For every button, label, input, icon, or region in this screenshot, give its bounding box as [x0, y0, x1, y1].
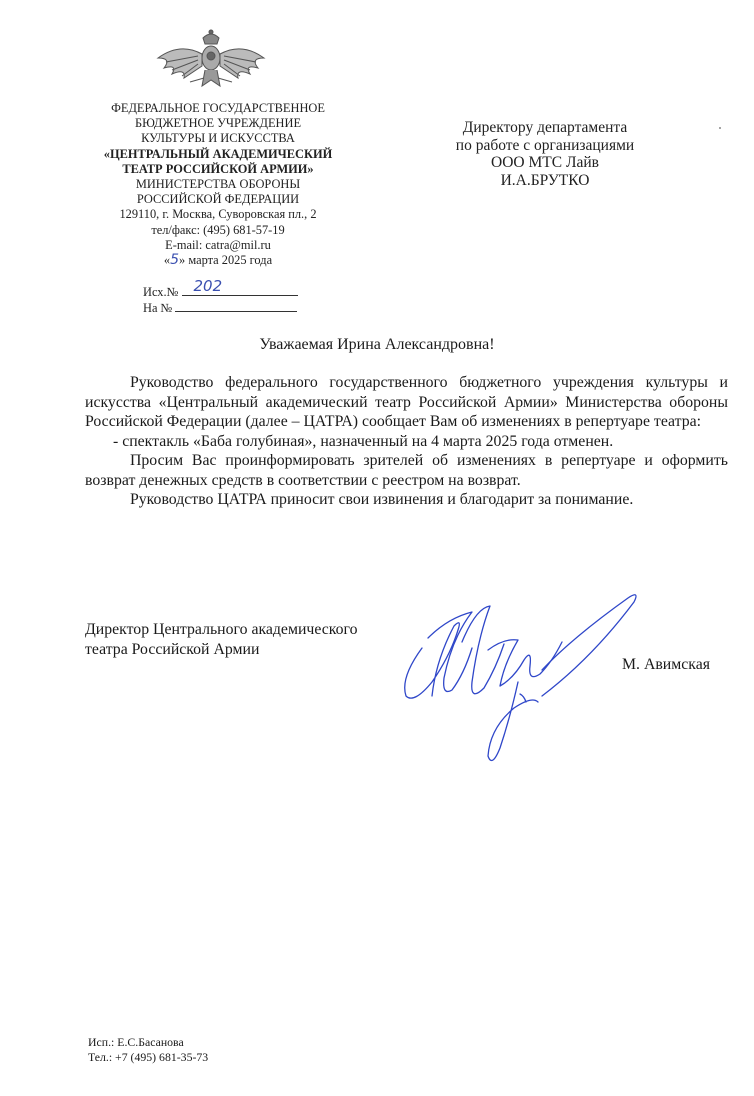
addressee-line: по работе с организациями — [455, 136, 635, 154]
org-line: ФЕДЕРАЛЬНОЕ ГОСУДАРСТВЕННОЕ — [111, 101, 325, 115]
date-open-quote: « — [163, 253, 171, 268]
outgoing-number-handwritten: 202 — [193, 277, 223, 295]
emblem-icon — [150, 28, 272, 98]
outgoing-number-line — [143, 277, 298, 300]
incoming-label: На № — [143, 301, 173, 315]
ministry-line: МИНИСТЕРСТВА ОБОРОНЫ — [135, 177, 301, 192]
incoming-number-line — [143, 299, 297, 316]
salutation: Уважаемая Ирина Александровна! — [259, 336, 495, 353]
addressee-line: И.А.БРУТКО — [500, 171, 590, 189]
signatory-role-line: театра Российской Армии — [85, 641, 260, 658]
handwritten-signature — [392, 578, 652, 778]
org-phone: тел/факс: (495) 681-57-19 — [151, 222, 285, 237]
date-rest: » марта 2025 года — [179, 253, 273, 268]
body-paragraph: Руководство федерального государственного бюджетного учреждения культуры и искусства «Центральный академический театр Российской Армии» Министерства обороны Российской Федерации (далее – ЦАТРА) сообщает Вам об изменениях в репертуаре театра: — [85, 374, 728, 430]
date-day-handwritten: 5 — [170, 252, 180, 269]
body-paragraph: Руководство ЦАТРА приносит свои извинения и благодарит за понимание. — [130, 491, 634, 508]
body-paragraph: - спектакль «Баба голубиная», назначенный на 4 марта 2025 года отменен. — [113, 432, 614, 450]
scan-speck — [719, 127, 721, 129]
executor-name: Исп.: Е.С.Басанова — [88, 1035, 184, 1049]
signatory-role — [85, 620, 358, 660]
body-paragraph: Просим Вас проинформировать зрителей об изменениях в репертуаре и оформить возврат денежных средств в соответствии с реестром на возврат. — [85, 452, 728, 489]
org-name-line: «ЦЕНТРАЛЬНЫЙ АКАДЕМИЧЕСКИЙ — [103, 146, 333, 161]
org-line: КУЛЬТУРЫ И ИСКУССТВА — [141, 131, 295, 146]
signatory-role-line: Директор Центрального академического — [85, 621, 358, 638]
ministry-line: РОССИЙСКОЙ ФЕДЕРАЦИИ — [136, 192, 300, 207]
org-line: БЮДЖЕТНОЕ УЧРЕЖДЕНИЕ — [134, 116, 302, 131]
org-name-line: ТЕАТР РОССИЙСКОЙ АРМИИ» — [122, 161, 314, 176]
executor-footer — [88, 1035, 208, 1064]
addressee-block — [420, 119, 670, 189]
executor-phone: Тел.: +7 (495) 681-35-73 — [88, 1049, 209, 1064]
organization-header — [78, 101, 358, 268]
letter-date — [78, 253, 358, 268]
signatory-name: М. Авимская — [622, 656, 710, 673]
letter-body — [85, 373, 728, 510]
addressee-line: Директору департамента — [462, 119, 628, 136]
org-address: 129110, г. Москва, Суворовская пл., 2 — [119, 207, 317, 222]
outgoing-label: Исх.№ — [143, 285, 179, 299]
org-email: E-mail: catra@mil.ru — [165, 237, 271, 252]
addressee-line: ООО МТС Лайв — [491, 154, 599, 171]
